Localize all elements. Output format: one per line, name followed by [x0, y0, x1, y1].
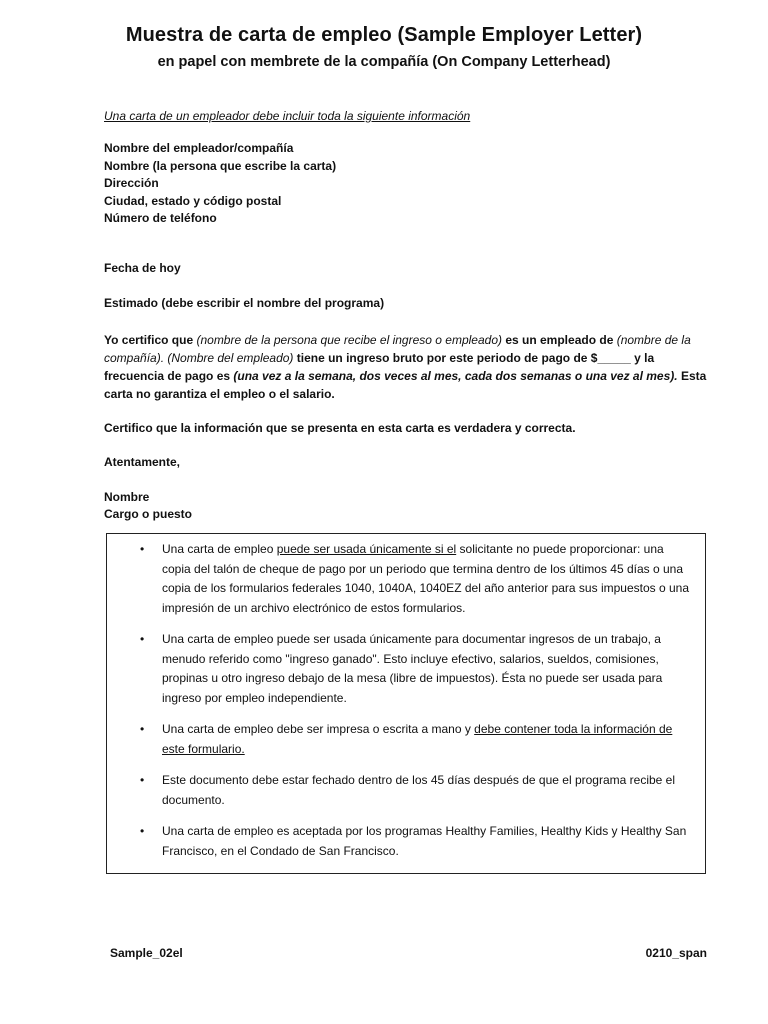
note-3-underlined: debe contener toda la información de este formulario.: [162, 722, 673, 756]
signature-name: Nombre: [104, 490, 150, 504]
info-item-writer: Nombre (la persona que escribe la carta): [104, 158, 337, 173]
bullet-icon: •: [140, 773, 145, 787]
notes-list: [107, 540, 705, 873]
notes-box: [106, 533, 706, 874]
certification-statement: Certifico que la información que se presenta en esta carta es verdadera y correcta.: [104, 421, 576, 435]
note-item: [107, 720, 705, 759]
note-item: [107, 540, 705, 618]
note-item: [107, 822, 705, 861]
page-title: Muestra de carta de empleo (Sample Employer Letter): [125, 24, 643, 46]
required-info-list: [104, 140, 336, 228]
page-subtitle: en papel con membrete de la compañía (On Company Letterhead): [157, 54, 611, 70]
bullet-icon: •: [140, 722, 145, 736]
note-2-text: Una carta de empleo puede ser usada únicamente para documentar ingresos de un trabajo, a menudo referido como "ingreso ganado". Esto incluye efectivo, salarios, sueldos, comisiones, propinas u otro ingreso debajo de la mesa (libre de impuestos). Ésta no puede ser usada para ingreso por empleo independiente.: [162, 632, 663, 705]
note-item: [107, 771, 705, 810]
certify-text-3: tiene un ingreso bruto por este periodo de pago de $_____ y la frecuencia de pago es: [104, 351, 655, 383]
signature-title: Cargo o puesto: [104, 507, 193, 521]
bullet-icon: •: [140, 824, 145, 838]
info-item-city: Ciudad, estado y código postal: [104, 193, 282, 208]
closing-line: Atentamente,: [104, 455, 181, 469]
certify-frequency-options: (una vez a la semana, dos veces al mes, cada dos semanas o una vez al mes).: [233, 369, 678, 383]
salutation-line: Estimado (debe escribir el nombre del programa): [104, 296, 385, 310]
note-4-text: Este documento debe estar fechado dentro de los 45 días después de que el programa recibe el documento.: [162, 773, 676, 807]
certify-text-1: Yo certifico que: [104, 333, 197, 347]
note-item: [107, 630, 705, 708]
note-1-text-a: Una carta de empleo: [162, 542, 277, 556]
note-1-text-c: solicitante no puede proporcionar: una copia del talón de cheque de pago por un periodo que termina dentro de los últimos 45 días o una copia de los formularios federales 1040, 1040A, 1040EZ del año anterior para sus impuestos o una impresión de un archivo electrónico de estos formularios.: [162, 542, 689, 615]
certify-paragraph: [104, 331, 714, 403]
footer-version: 0210_span: [645, 946, 707, 960]
certify-placeholder-company: (nombre de la compañía). (Nombre del empleado): [104, 333, 691, 365]
certify-text-4: Esta carta no garantiza el empleo o el salario.: [104, 369, 707, 401]
bullet-icon: •: [140, 632, 145, 646]
footer-form-id: Sample_02el: [110, 946, 183, 960]
note-5-text: Una carta de empleo es aceptada por los programas Healthy Families, Healthy Kids y Healthy San Francisco, en el Condado de San Francisco.: [162, 824, 687, 858]
info-item-address: Dirección: [104, 176, 159, 190]
certify-text-2: es un empleado de: [502, 333, 617, 347]
intro-text: Una carta de un empleador debe incluir toda la siguiente información: [104, 109, 471, 123]
bullet-icon: •: [140, 542, 145, 556]
note-1-underlined: puede ser usada únicamente si el: [276, 542, 457, 556]
date-line: Fecha de hoy: [104, 261, 181, 275]
certify-placeholder-person: (nombre de la persona que recibe el ingreso o empleado): [196, 333, 502, 347]
note-3-text-a: Una carta de empleo debe ser impresa o escrita a mano y: [162, 722, 475, 736]
info-item-employer: Nombre del empleador/compañía: [104, 141, 294, 155]
info-item-phone: Número de teléfono: [104, 211, 217, 225]
